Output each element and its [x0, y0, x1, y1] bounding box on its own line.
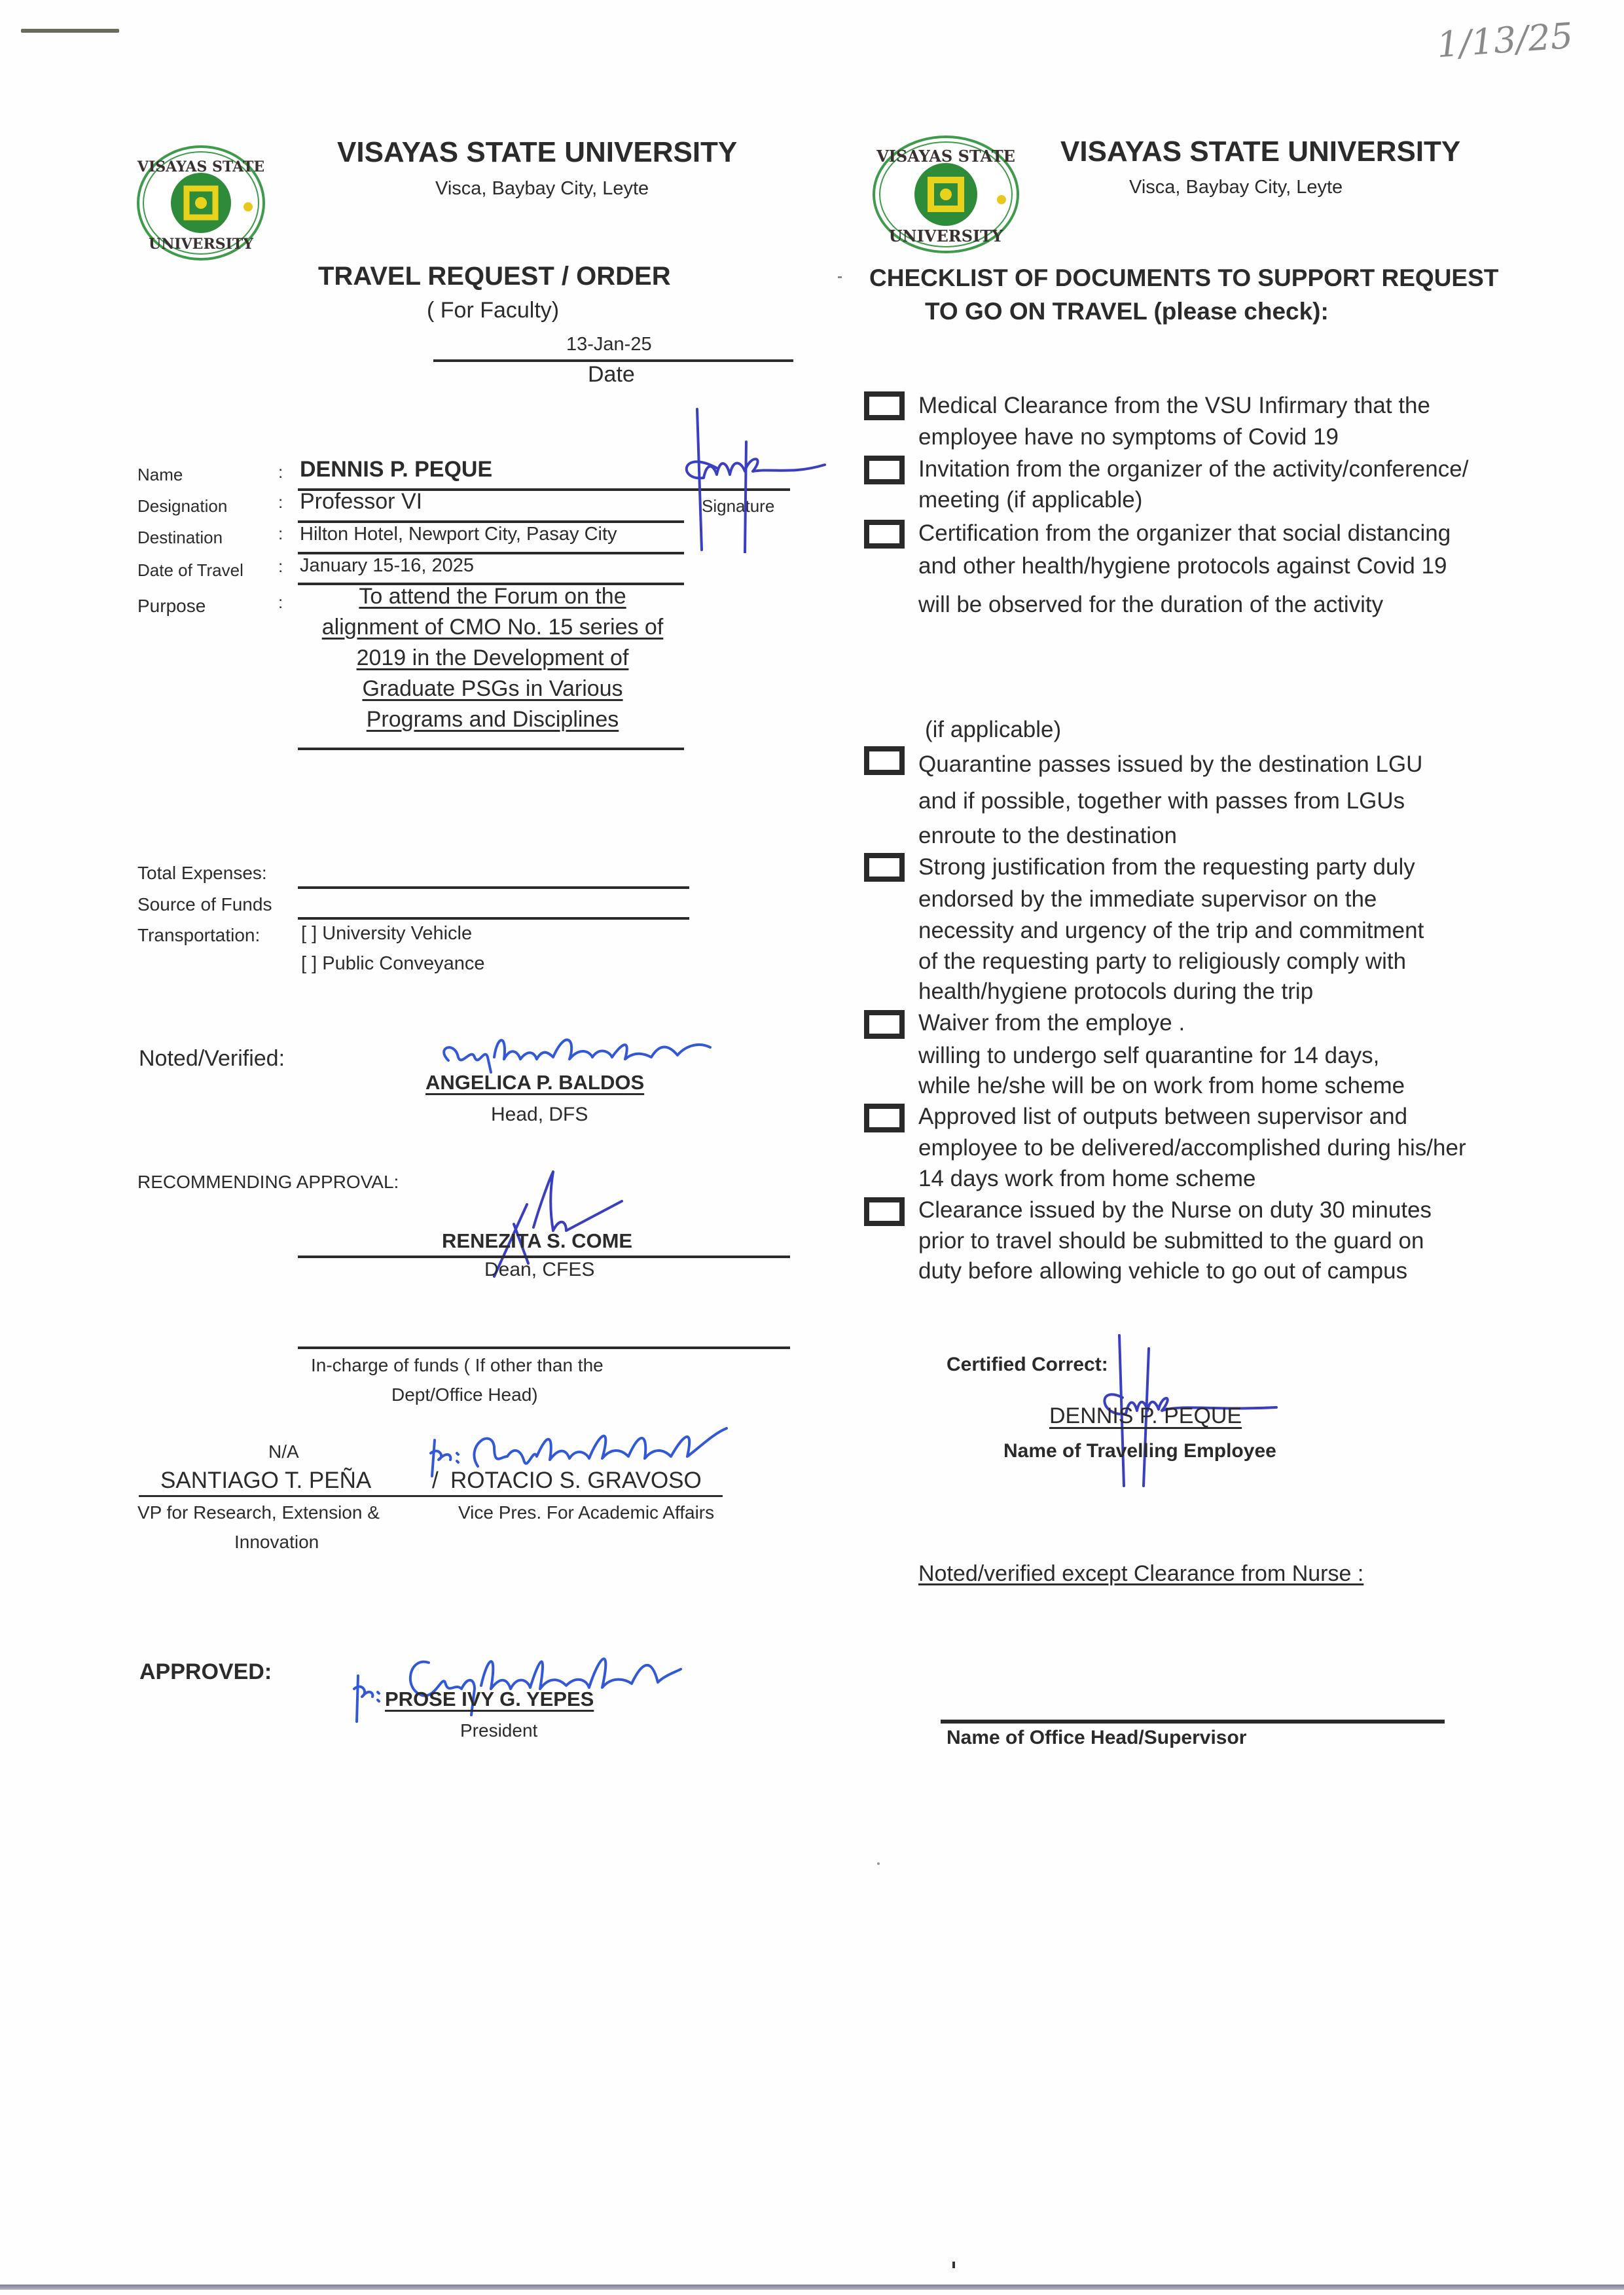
form-subtitle: ( For Faculty) [427, 298, 560, 323]
checklist-item-text: enroute to the destination [918, 823, 1178, 848]
purpose-line: Programs and Disciplines [366, 707, 619, 732]
checklist-item-text: necessity and urgency of the trip and commitment [918, 918, 1424, 943]
designation-colon: : [278, 492, 283, 512]
checklist-checkbox-approved-outputs[interactable] [864, 1104, 905, 1132]
checklist-checkbox-justification[interactable] [864, 853, 905, 882]
name-colon: : [278, 462, 283, 482]
vp-research-role-line1: VP for Research, Extension & [137, 1502, 380, 1523]
checklist-item-text: health/hygiene protocols during the trip [918, 979, 1314, 1004]
total-expenses-value[interactable] [301, 864, 681, 884]
university-name: VISAYAS STATE UNIVERSITY [337, 136, 738, 168]
checklist-item-text: meeting (if applicable) [918, 487, 1143, 513]
approved-name: PROSE IVY G. YEPES [385, 1688, 594, 1710]
checklist-item-text: endorsed by the immediate supervisor on the [918, 886, 1377, 912]
approved-label: APPROVED: [139, 1659, 272, 1684]
checklist-item-text: and other health/hygiene protocols against Covid 19 [918, 553, 1447, 579]
date-of-travel-colon: : [278, 556, 283, 576]
office-head-signature-line [941, 1720, 1445, 1724]
office-head-label: Name of Office Head/Supervisor [947, 1727, 1247, 1748]
scan-mark [21, 29, 119, 33]
recommending-role: Dean, CFES [484, 1259, 595, 1280]
signature-for-yepes [350, 1636, 730, 1728]
source-of-funds-line [298, 917, 689, 920]
date-of-travel-label: Date of Travel [137, 560, 244, 580]
bottom-scan-edge [0, 2285, 1624, 2290]
svg-text:UNIVERSITY: UNIVERSITY [888, 226, 1003, 245]
purpose-text[interactable] [298, 581, 687, 735]
certified-correct-label: Certified Correct: [947, 1354, 1108, 1375]
vsu-seal-icon [871, 134, 1021, 255]
scan-dot [838, 276, 842, 278]
checklist-item-text: prior to travel should be submitted to the guard on [918, 1228, 1424, 1254]
purpose-line: 2019 in the Development of [356, 645, 629, 670]
checklist-checkbox-nurse-clearance[interactable] [864, 1197, 905, 1226]
checklist-item-text: will be observed for the duration of the activity [918, 592, 1384, 617]
checklist-item-text: willing to undergo self quarantine for 14 days, [918, 1043, 1380, 1068]
destination-value[interactable]: Hilton Hotel, Newport City, Pasay City [300, 524, 617, 545]
checklist-checkbox-certification[interactable] [864, 520, 905, 549]
purpose-label: Purpose [137, 596, 206, 616]
svg-text:UNIVERSITY: UNIVERSITY [149, 236, 253, 253]
funds-signature-line [298, 1346, 790, 1349]
if-applicable-note: (if applicable) [925, 717, 1062, 742]
vp-academic-name: ROTACIO S. GRAVOSO [450, 1468, 702, 1493]
date-value[interactable]: 13-Jan-25 [566, 334, 652, 355]
checklist-item-text: employee to be delivered/accomplished during his/her [918, 1135, 1466, 1161]
vp-research-na: N/A [268, 1441, 299, 1462]
noted-name: ANGELICA P. BALDOS [425, 1071, 645, 1094]
vp-academic-role: Vice Pres. For Academic Affairs [458, 1502, 715, 1523]
destination-colon: : [278, 524, 283, 543]
purpose-end-line [298, 748, 684, 750]
checklist-checkbox-waiver[interactable] [864, 1010, 905, 1039]
date-of-travel-value[interactable]: January 15-16, 2025 [300, 555, 475, 576]
checklist-item-text: Medical Clearance from the VSU Infirmary that the [918, 393, 1430, 418]
transportation-label: Transportation: [137, 925, 261, 945]
handwritten-date: 1/13/25 [1435, 14, 1575, 66]
recommending-name: RENEZITA S. COME [442, 1229, 633, 1252]
vp-signature-line [139, 1495, 723, 1497]
approved-role: President [460, 1720, 538, 1741]
certified-name: DENNIS P. PEQUE [1049, 1403, 1242, 1428]
designation-value[interactable]: Professor VI [300, 489, 423, 514]
noted-except-nurse-label: Noted/verified except Clearance from Nurse : [918, 1561, 1364, 1586]
form-title: TRAVEL REQUEST / ORDER [318, 262, 671, 291]
name-value[interactable]: DENNIS P. PEQUE [300, 457, 493, 482]
checklist-item-text: and if possible, together with passes from LGUs [918, 788, 1405, 814]
destination-label: Destination [137, 528, 223, 547]
total-expenses-label: Total Expenses: [137, 863, 267, 883]
recommending-approval-label: RECOMMENDING APPROVAL: [137, 1172, 399, 1192]
source-of-funds-value[interactable] [301, 895, 681, 915]
checklist-item-text: Certification from the organizer that social distancing [918, 520, 1451, 546]
purpose-line: To attend the Forum on the [359, 584, 626, 609]
checklist-checkbox-medical-clearance[interactable] [864, 391, 905, 420]
noted-role: Head, DFS [491, 1104, 588, 1125]
signature-label: Signature [702, 496, 775, 516]
purpose-colon: : [278, 592, 283, 612]
vp-research-name: SANTIAGO T. PEÑA [160, 1468, 372, 1493]
checklist-item-text: of the requesting party to religiously comply with [918, 949, 1407, 974]
name-label: Name [137, 465, 183, 484]
checklist-checkbox-invitation[interactable] [864, 456, 905, 484]
recommending-line [298, 1256, 790, 1258]
checklist-item-text: Waiver from the employe . [918, 1010, 1185, 1036]
designation-label: Designation [137, 496, 228, 516]
checklist-title-line2: TO GO ON TRAVEL (please check): [925, 298, 1329, 325]
university-address-right: Visca, Baybay City, Leyte [1129, 177, 1343, 198]
vsu-seal-icon [135, 144, 266, 262]
checklist-item-text: Invitation from the organizer of the activity/conference/ [918, 456, 1469, 482]
purpose-line: alignment of CMO No. 15 series of [321, 615, 664, 640]
funds-label-line2: Dept/Office Head) [391, 1384, 538, 1405]
scan-dot [952, 2262, 955, 2268]
transport-option-university-vehicle[interactable]: [ ] University Vehicle [301, 923, 473, 944]
svg-text:VISAYAS STATE: VISAYAS STATE [876, 147, 1015, 166]
checklist-item-text: duty before allowing vehicle to go out of campus [918, 1258, 1408, 1284]
svg-text:VISAYAS STATE: VISAYAS STATE [137, 158, 265, 175]
certified-role: Name of Travelling Employee [1003, 1440, 1276, 1462]
funds-label-line1: In-charge of funds ( If other than the [311, 1355, 604, 1375]
noted-verified-label: Noted/Verified: [139, 1046, 285, 1071]
vp-slash: / [432, 1468, 439, 1493]
vp-research-role-line2: Innovation [234, 1532, 319, 1552]
checklist-title-line1: CHECKLIST OF DOCUMENTS TO SUPPORT REQUEST [869, 264, 1499, 291]
university-address: Visca, Baybay City, Leyte [435, 178, 649, 199]
source-of-funds-label: Source of Funds [137, 894, 272, 914]
scan-dot [877, 1862, 880, 1865]
checklist-item-text: 14 days work from home scheme [918, 1166, 1256, 1191]
checklist-item-text: while he/she will be on work from home scheme [918, 1073, 1405, 1098]
total-expenses-line [298, 886, 689, 889]
checklist-checkbox-quarantine-passes[interactable] [864, 746, 905, 775]
checklist-item-text: Clearance issued by the Nurse on duty 30 minutes [918, 1197, 1432, 1223]
signature-peque-top [668, 403, 831, 553]
checklist-item-text: Approved list of outputs between supervisor and [918, 1104, 1408, 1129]
university-name-right: VISAYAS STATE UNIVERSITY [1060, 136, 1461, 168]
checklist-item-text: Strong justification from the requesting party duly [918, 854, 1415, 880]
date-label: Date [588, 362, 635, 387]
designation-line [298, 520, 684, 523]
transport-option-public-conveyance[interactable]: [ ] Public Conveyance [301, 953, 485, 974]
checklist-item-text: Quarantine passes issued by the destination LGU [918, 751, 1423, 777]
purpose-line: Graduate PSGs in Various [362, 676, 623, 701]
checklist-item-text: employee have no symptoms of Covid 19 [918, 424, 1339, 450]
destination-line [298, 552, 684, 554]
